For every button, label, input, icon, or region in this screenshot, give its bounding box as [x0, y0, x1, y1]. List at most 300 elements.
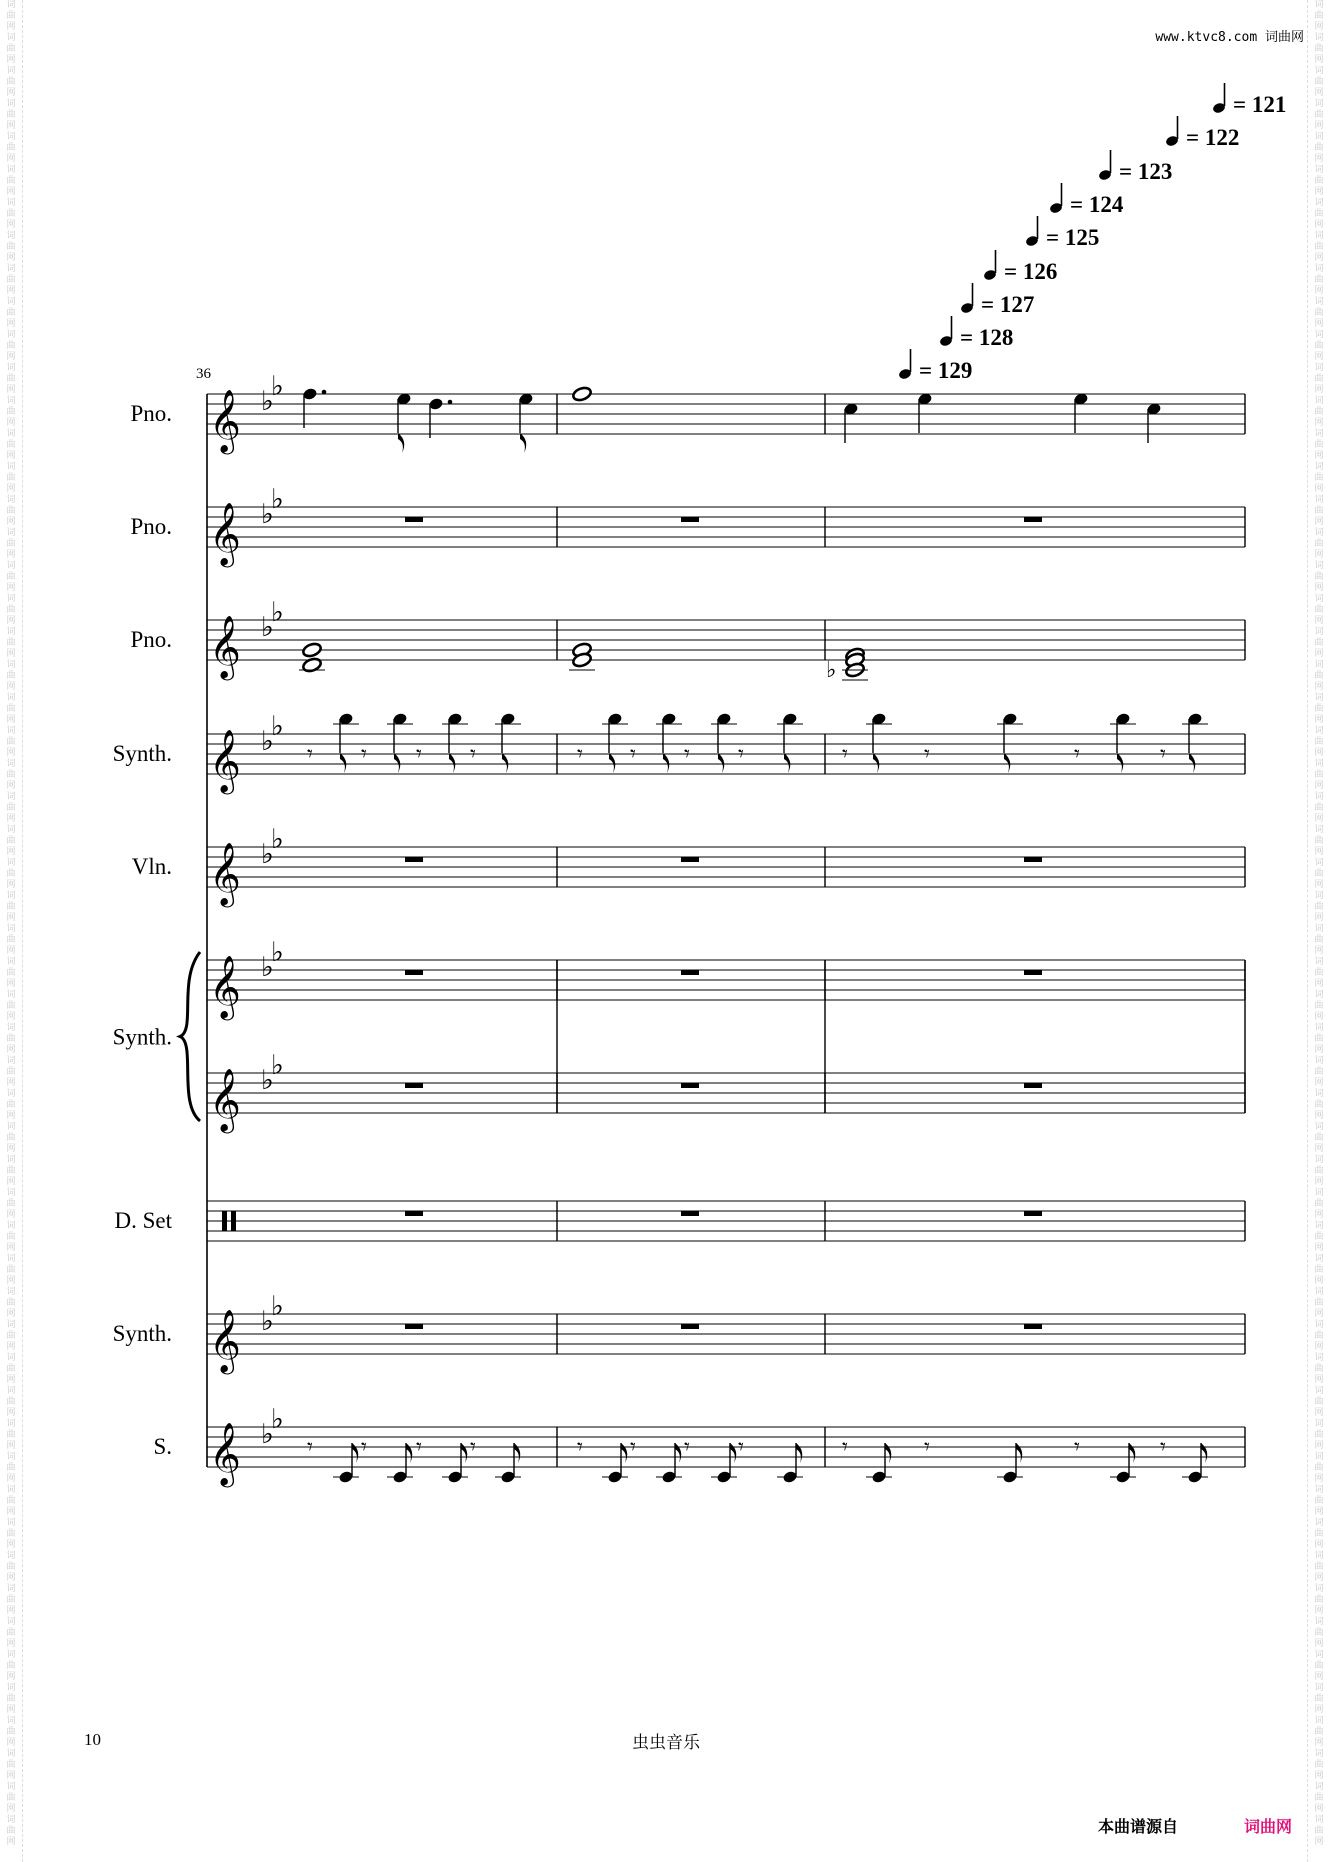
- watermark-glyph: 网: [1314, 1210, 1324, 1220]
- watermark-glyph: 曲: [6, 1562, 16, 1572]
- watermark-glyph: 网: [1314, 1375, 1324, 1385]
- whole-rest: [405, 1211, 423, 1216]
- watermark-glyph: 网: [1314, 1309, 1324, 1319]
- whole-rest: [1024, 970, 1042, 975]
- eighth-flag: [449, 753, 455, 773]
- watermark-glyph: 网: [1314, 1144, 1324, 1154]
- watermark-glyph: 词: [1314, 99, 1324, 109]
- eighth-rest-icon: 𝄾: [630, 741, 636, 766]
- watermark-glyph: 网: [6, 253, 16, 263]
- watermark-glyph: 词: [1314, 1815, 1324, 1825]
- watermark-glyph: 词: [6, 462, 16, 472]
- staff-label: Vln.: [131, 854, 172, 879]
- watermark-glyph: 曲: [6, 1760, 16, 1770]
- watermark-glyph: 词: [1314, 660, 1324, 670]
- whole-rest: [405, 970, 423, 975]
- watermark-glyph: 网: [1314, 781, 1324, 791]
- watermark-glyph: 词: [6, 0, 16, 10]
- watermark-glyph: 曲: [1314, 1397, 1324, 1407]
- watermark-glyph: 网: [6, 1474, 16, 1484]
- watermark-glyph: 网: [6, 880, 16, 890]
- watermark-glyph: 曲: [1314, 407, 1324, 417]
- watermark-glyph: 网: [6, 1012, 16, 1022]
- watermark-glyph: 曲: [6, 1826, 16, 1836]
- eighth-flag: [609, 753, 615, 773]
- watermark-glyph: 网: [6, 979, 16, 989]
- watermark-glyph: 曲: [6, 737, 16, 747]
- watermark-glyph: 词: [6, 693, 16, 703]
- watermark-glyph: 词: [1314, 957, 1324, 967]
- watermark-glyph: 网: [1314, 1045, 1324, 1055]
- eighth-flag: [885, 1443, 891, 1463]
- watermark-glyph: 词: [6, 561, 16, 571]
- watermark-glyph: 词: [1314, 1023, 1324, 1033]
- watermark-glyph: 网: [1314, 220, 1324, 230]
- watermark-glyph: 网: [1314, 1705, 1324, 1715]
- watermark-glyph: 网: [6, 583, 16, 593]
- watermark-glyph: 曲: [1314, 1199, 1324, 1209]
- watermark-glyph: 词: [1314, 264, 1324, 274]
- watermark-glyph: 网: [1314, 1672, 1324, 1682]
- watermark-glyph: 曲: [6, 1001, 16, 1011]
- eighth-flag: [1189, 753, 1195, 773]
- watermark-glyph: 词: [6, 1551, 16, 1561]
- watermark-glyph: 网: [6, 1078, 16, 1088]
- eighth-flag: [1117, 753, 1123, 773]
- whole-rest: [405, 1083, 423, 1088]
- watermark-glyph: 曲: [6, 1628, 16, 1638]
- watermark-glyph: 词: [6, 858, 16, 868]
- eighth-rest-icon: 𝄾: [1160, 741, 1166, 766]
- watermark-glyph: 网: [1314, 649, 1324, 659]
- site-name: 词曲网: [1264, 30, 1304, 45]
- flat-sign: ♭: [261, 726, 274, 756]
- watermark-glyph: 网: [1314, 946, 1324, 956]
- eighth-flag: [520, 433, 526, 453]
- watermark-glyph: 曲: [1314, 242, 1324, 252]
- whole-rest: [681, 1324, 699, 1329]
- watermark-glyph: 曲: [1314, 1694, 1324, 1704]
- watermark-glyph: 曲: [6, 1265, 16, 1275]
- watermark-glyph: 网: [6, 418, 16, 428]
- watermark-glyph: 曲: [6, 605, 16, 615]
- watermark-glyph: 词: [1314, 891, 1324, 901]
- watermark-glyph: 曲: [6, 143, 16, 153]
- watermark-glyph: 曲: [1314, 605, 1324, 615]
- whole-rest: [681, 857, 699, 862]
- watermark-glyph: 词: [6, 231, 16, 241]
- watermark-glyph: 词: [1314, 1386, 1324, 1396]
- watermark-glyph: 曲: [6, 77, 16, 87]
- watermark-glyph: 词: [6, 363, 16, 373]
- watermark-glyph: 词: [6, 1287, 16, 1297]
- watermark-glyph: 网: [1314, 352, 1324, 362]
- watermark-glyph: 词: [6, 264, 16, 274]
- watermark-glyph: 网: [6, 22, 16, 32]
- source-site-link[interactable]: 词曲网: [1244, 1817, 1293, 1836]
- watermark-glyph: 网: [1314, 451, 1324, 461]
- watermark-glyph: 词: [1314, 1320, 1324, 1330]
- watermark-glyph: 词: [6, 429, 16, 439]
- dot: [322, 390, 327, 395]
- watermark-glyph: 词: [6, 33, 16, 43]
- watermark-glyph: 曲: [1314, 1331, 1324, 1341]
- eighth-rest-icon: 𝄾: [842, 1434, 848, 1459]
- watermark-glyph: 词: [1314, 858, 1324, 868]
- watermark-glyph: 曲: [1314, 836, 1324, 846]
- watermark-glyph: 曲: [1314, 638, 1324, 648]
- treble-clef-icon: 𝄞: [209, 957, 241, 1017]
- watermark-glyph: 词: [6, 660, 16, 670]
- whole-rest: [681, 970, 699, 975]
- eighth-rest-icon: 𝄾: [1074, 741, 1080, 766]
- watermark-glyph: 曲: [1314, 275, 1324, 285]
- watermark-glyph: 曲: [6, 1463, 16, 1473]
- eighth-rest-icon: 𝄾: [307, 741, 313, 766]
- staff-label: D. Set: [114, 1208, 172, 1233]
- watermark-glyph: 曲: [1314, 308, 1324, 318]
- staff-label: Synth.: [112, 1321, 172, 1346]
- flat-sign: ♭: [271, 484, 284, 514]
- watermark-glyph: 曲: [6, 1430, 16, 1440]
- watermark-glyph: 网: [6, 1573, 16, 1583]
- watermark-glyph: 词: [1314, 1716, 1324, 1726]
- watermark-glyph: 网: [1314, 583, 1324, 593]
- watermark-glyph: 曲: [1314, 1793, 1324, 1803]
- watermark-glyph: 曲: [1314, 440, 1324, 450]
- watermark-glyph: 网: [1314, 1342, 1324, 1352]
- site-url[interactable]: www.ktvc8.com: [1155, 30, 1258, 45]
- staff-label: Pno.: [130, 627, 172, 652]
- watermark-glyph: 网: [1314, 1243, 1324, 1253]
- treble-clef-icon: 𝄞: [209, 391, 241, 451]
- watermark-glyph: 曲: [1314, 143, 1324, 153]
- watermark-glyph: 网: [1314, 484, 1324, 494]
- watermark-glyph: 词: [1314, 1254, 1324, 1264]
- watermark-glyph: 词: [1314, 1089, 1324, 1099]
- watermark-glyph: 网: [6, 1045, 16, 1055]
- eighth-flag: [406, 1443, 412, 1463]
- watermark-glyph: 曲: [1314, 1826, 1324, 1836]
- page-number: 10: [84, 1730, 101, 1749]
- whole-rest: [405, 857, 423, 862]
- flat-sign: ♭: [261, 499, 274, 529]
- watermark-glyph: 网: [1314, 1804, 1324, 1814]
- watermark-glyph: 曲: [1314, 539, 1324, 549]
- treble-clef-icon: 𝄞: [209, 1070, 241, 1130]
- whole-rest: [405, 517, 423, 522]
- watermark-glyph: 网: [6, 748, 16, 758]
- watermark-glyph: 曲: [1314, 1529, 1324, 1539]
- watermark-glyph: 词: [6, 957, 16, 967]
- watermark-glyph: 词: [6, 396, 16, 406]
- watermark-glyph: 网: [6, 550, 16, 560]
- perc-clef-bar: [231, 1211, 236, 1231]
- watermark-glyph: 词: [1314, 1485, 1324, 1495]
- watermark-glyph: 曲: [1314, 374, 1324, 384]
- watermark-glyph: 网: [6, 319, 16, 329]
- watermark-glyph: 词: [1314, 1221, 1324, 1231]
- watermark-glyph: 网: [6, 1441, 16, 1451]
- watermark-glyph: 词: [1314, 594, 1324, 604]
- watermark-glyph: 曲: [6, 803, 16, 813]
- watermark-glyph: 网: [6, 616, 16, 626]
- watermark-glyph: 曲: [6, 407, 16, 417]
- whole-rest: [681, 1083, 699, 1088]
- watermark-glyph: 网: [1314, 1771, 1324, 1781]
- watermark-glyph: 曲: [1314, 176, 1324, 186]
- watermark-glyph: 网: [6, 913, 16, 923]
- eighth-flag: [1016, 1443, 1022, 1463]
- eighth-rest-icon: 𝄾: [577, 741, 583, 766]
- watermark-glyph: 网: [6, 1837, 16, 1847]
- watermark-glyph: 曲: [1314, 1232, 1324, 1242]
- watermark-glyph: 网: [6, 1177, 16, 1187]
- watermark-glyph: 词: [6, 1221, 16, 1231]
- eighth-flag: [675, 1443, 681, 1463]
- watermark-glyph: 网: [1314, 1540, 1324, 1550]
- watermark-glyph: 网: [1314, 616, 1324, 626]
- watermark-glyph: 词: [6, 627, 16, 637]
- watermark-glyph: 词: [1314, 462, 1324, 472]
- watermark-glyph: 词: [1314, 66, 1324, 76]
- watermark-glyph: 曲: [1314, 935, 1324, 945]
- tempo-mark: = 122: [1186, 125, 1240, 150]
- watermark-glyph: 曲: [1314, 902, 1324, 912]
- watermark-glyph: 曲: [1314, 77, 1324, 87]
- watermark-glyph: 网: [1314, 187, 1324, 197]
- watermark-glyph: 词: [6, 1188, 16, 1198]
- watermark-glyph: 网: [6, 781, 16, 791]
- watermark-glyph: 曲: [6, 374, 16, 384]
- whole-rest: [1024, 1324, 1042, 1329]
- watermark-glyph: 曲: [1314, 1166, 1324, 1176]
- watermark-glyph: 曲: [1314, 704, 1324, 714]
- watermark-glyph: 词: [6, 528, 16, 538]
- watermark-glyph: 词: [6, 825, 16, 835]
- eighth-rest-icon: 𝄾: [416, 1434, 422, 1459]
- watermark-glyph: 曲: [6, 1067, 16, 1077]
- watermark-glyph: 网: [6, 55, 16, 65]
- watermark-glyph: 曲: [6, 506, 16, 516]
- watermark-glyph: 网: [1314, 154, 1324, 164]
- watermark-glyph: 曲: [1314, 1265, 1324, 1275]
- watermark-glyph: 曲: [1314, 341, 1324, 351]
- watermark-glyph: 网: [1314, 286, 1324, 296]
- staff-label: Synth.: [112, 1024, 172, 1050]
- watermark-glyph: 词: [1314, 33, 1324, 43]
- watermark-glyph: 词: [6, 1815, 16, 1825]
- eighth-rest-icon: 𝄾: [307, 1434, 313, 1459]
- watermark-glyph: 网: [6, 1375, 16, 1385]
- watermark-glyph: 词: [6, 495, 16, 505]
- watermark-glyph: 网: [1314, 847, 1324, 857]
- flat-sign: ♭: [261, 1065, 274, 1095]
- watermark-glyph: 网: [6, 1243, 16, 1253]
- tempo-mark: = 123: [1119, 159, 1173, 184]
- dot: [448, 400, 453, 405]
- watermark-glyph: 词: [1314, 1518, 1324, 1528]
- watermark-glyph: 曲: [1314, 1562, 1324, 1572]
- watermark-glyph: 曲: [6, 242, 16, 252]
- staff-label: Pno.: [130, 514, 172, 539]
- eighth-rest-icon: 𝄾: [684, 1434, 690, 1459]
- watermark-glyph: 曲: [1314, 1661, 1324, 1671]
- watermark-glyph: 词: [1314, 330, 1324, 340]
- watermark-glyph: 词: [6, 66, 16, 76]
- watermark-glyph: 词: [6, 1749, 16, 1759]
- flat-sign: ♭: [261, 1419, 274, 1449]
- watermark-glyph: 词: [1314, 1551, 1324, 1561]
- watermark-glyph: 曲: [1314, 1727, 1324, 1737]
- whole-rest: [681, 1211, 699, 1216]
- watermark-glyph: 曲: [6, 770, 16, 780]
- watermark-glyph: 词: [1314, 693, 1324, 703]
- flat-sign: ♭: [271, 937, 284, 967]
- watermark-glyph: 词: [1314, 1584, 1324, 1594]
- watermark-glyph: 曲: [6, 473, 16, 483]
- watermark-glyph: 网: [1314, 22, 1324, 32]
- watermark-glyph: 网: [1314, 1606, 1324, 1616]
- watermark-glyph: 网: [6, 1738, 16, 1748]
- watermark-glyph: 词: [1314, 1287, 1324, 1297]
- watermark-glyph: 网: [1314, 319, 1324, 329]
- watermark-glyph: 曲: [6, 1331, 16, 1341]
- watermark-glyph: 网: [1314, 1738, 1324, 1748]
- watermark-glyph: 曲: [1314, 1430, 1324, 1440]
- watermark-glyph: 曲: [1314, 11, 1324, 21]
- grand-staff-brace: [180, 952, 200, 1121]
- watermark-glyph: 曲: [1314, 803, 1324, 813]
- eighth-rest-icon: 𝄾: [1160, 1434, 1166, 1459]
- watermark-glyph: 网: [6, 649, 16, 659]
- whole-note: [302, 657, 323, 673]
- eighth-rest-icon: 𝄾: [1074, 1434, 1080, 1459]
- watermark-glyph: 词: [6, 1155, 16, 1165]
- watermark-glyph: 网: [6, 814, 16, 824]
- eighth-rest-icon: 𝄾: [924, 741, 930, 766]
- flat-sign: ♭: [271, 1291, 284, 1321]
- watermark-glyph: 网: [1314, 253, 1324, 263]
- watermark-glyph: 网: [6, 1276, 16, 1286]
- watermark-glyph: 网: [6, 1309, 16, 1319]
- eighth-flag: [873, 753, 879, 773]
- eighth-flag: [398, 433, 404, 453]
- watermark-glyph: 网: [1314, 979, 1324, 989]
- watermark-glyph: 曲: [6, 1166, 16, 1176]
- watermark-glyph: 曲: [6, 1298, 16, 1308]
- watermark-glyph: 曲: [1314, 506, 1324, 516]
- treble-clef-icon: 𝄞: [209, 617, 241, 677]
- watermark-glyph: 网: [6, 1639, 16, 1649]
- eighth-flag: [1004, 753, 1010, 773]
- watermark-glyph: 曲: [1314, 671, 1324, 681]
- tempo-mark: = 126: [1004, 259, 1058, 284]
- watermark-glyph: 曲: [6, 902, 16, 912]
- tempo-mark: = 127: [981, 292, 1035, 317]
- watermark-glyph: 词: [1314, 1749, 1324, 1759]
- watermark-glyph: 词: [6, 1782, 16, 1792]
- watermark-glyph: 网: [6, 1771, 16, 1781]
- watermark-glyph: 词: [6, 1320, 16, 1330]
- watermark-glyph: 网: [1314, 1276, 1324, 1286]
- watermark-glyph: 曲: [6, 869, 16, 879]
- watermark-glyph: 曲: [1314, 1067, 1324, 1077]
- watermark-glyph: 网: [1314, 121, 1324, 131]
- watermark-glyph: 网: [1314, 913, 1324, 923]
- watermark-glyph: 曲: [6, 1595, 16, 1605]
- eighth-flag: [621, 1443, 627, 1463]
- watermark-glyph: 词: [1314, 165, 1324, 175]
- watermark-glyph: 词: [6, 1584, 16, 1594]
- watermark-glyph: 网: [6, 286, 16, 296]
- watermark-glyph: 曲: [1314, 1595, 1324, 1605]
- watermark-glyph: 网: [6, 946, 16, 956]
- watermark-glyph: 词: [1314, 1188, 1324, 1198]
- watermark-glyph: 曲: [1314, 737, 1324, 747]
- watermark-glyph: 网: [1314, 517, 1324, 527]
- watermark-glyph: 词: [1314, 396, 1324, 406]
- watermark-glyph: 曲: [1314, 1628, 1324, 1638]
- watermark-glyph: 词: [1314, 231, 1324, 241]
- watermark-glyph: 网: [6, 484, 16, 494]
- eighth-rest-icon: 𝄾: [416, 741, 422, 766]
- watermark-glyph: 网: [1314, 1177, 1324, 1187]
- watermark-glyph: 曲: [6, 44, 16, 54]
- staff-label: Pno.: [130, 401, 172, 426]
- watermark-glyph: 词: [6, 924, 16, 934]
- whole-rest: [1024, 1083, 1042, 1088]
- watermark-glyph: 网: [6, 1705, 16, 1715]
- tempo-mark: = 129: [919, 358, 973, 383]
- treble-clef-icon: 𝄞: [209, 1424, 241, 1484]
- watermark-glyph: 网: [1314, 1408, 1324, 1418]
- watermark-glyph: 网: [6, 88, 16, 98]
- watermark-glyph: 曲: [1314, 1133, 1324, 1143]
- watermark-glyph: 词: [1314, 429, 1324, 439]
- eighth-flag: [796, 1443, 802, 1463]
- watermark-glyph: 曲: [6, 1529, 16, 1539]
- eighth-rest-icon: 𝄾: [684, 741, 690, 766]
- flat-sign: ♭: [271, 824, 284, 854]
- watermark-glyph: 词: [6, 132, 16, 142]
- flat-accidental: ♭: [826, 657, 837, 682]
- tempo-mark: = 121: [1233, 92, 1287, 117]
- watermark-glyph: 曲: [1314, 209, 1324, 219]
- watermark-glyph: 词: [1314, 726, 1324, 736]
- eighth-flag: [1201, 1443, 1207, 1463]
- watermark-glyph: 词: [1314, 1353, 1324, 1363]
- watermark-glyph: 词: [1314, 1617, 1324, 1627]
- eighth-flag: [461, 1443, 467, 1463]
- whole-note: [302, 642, 323, 658]
- watermark-glyph: 网: [6, 715, 16, 725]
- flat-sign: ♭: [271, 597, 284, 627]
- watermark-glyph: 曲: [6, 209, 16, 219]
- watermark-glyph: 词: [6, 1386, 16, 1396]
- watermark-glyph: 词: [6, 792, 16, 802]
- watermark-glyph: 网: [6, 1672, 16, 1682]
- watermark-glyph: 词: [6, 891, 16, 901]
- watermark-glyph: 网: [6, 451, 16, 461]
- watermark-glyph: 曲: [6, 275, 16, 285]
- watermark-glyph: 词: [6, 1650, 16, 1660]
- watermark-glyph: 网: [1314, 1078, 1324, 1088]
- watermark-glyph: 词: [1314, 1056, 1324, 1066]
- watermark-glyph: 曲: [6, 1496, 16, 1506]
- watermark-glyph: 词: [1314, 297, 1324, 307]
- perc-clef-bar: [222, 1211, 227, 1231]
